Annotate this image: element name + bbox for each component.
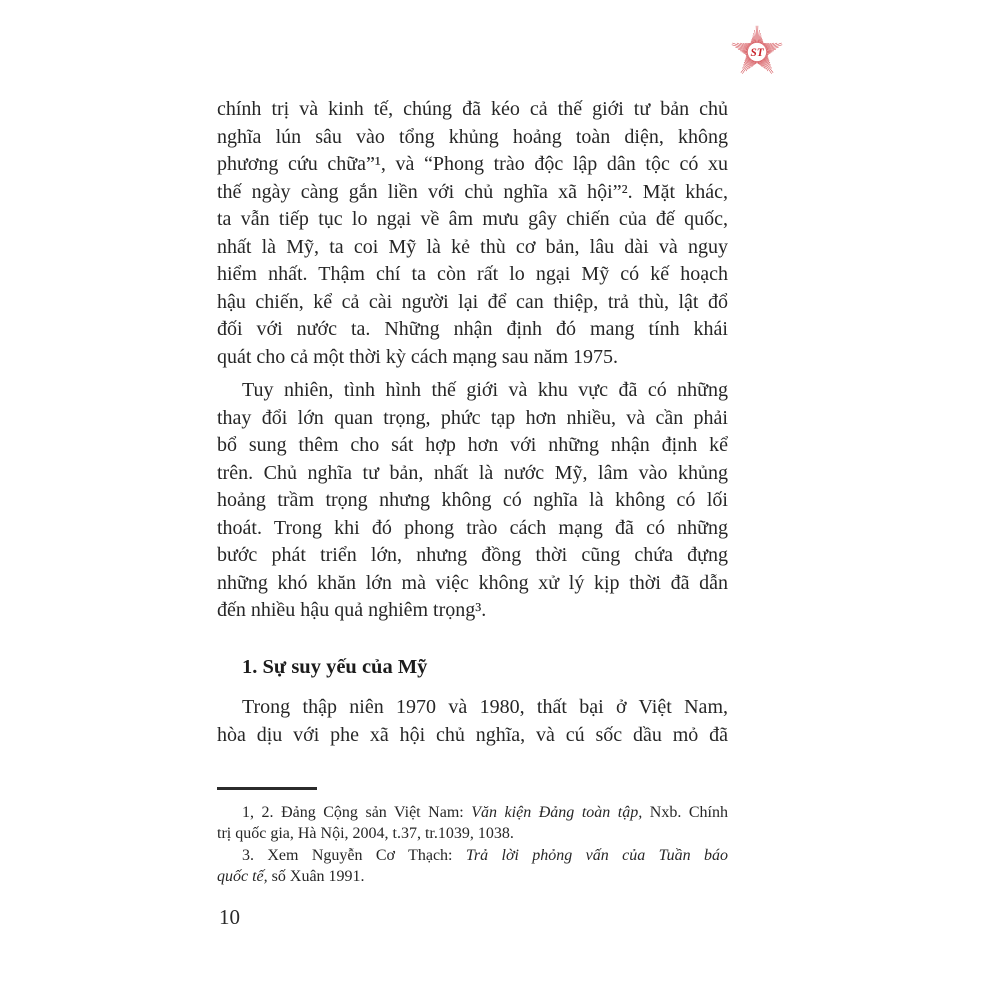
footnote-text: trị quốc gia, Hà Nội, 2004, t.37, tr.1039, 1038.	[217, 825, 514, 843]
footnote-text: Nxb. Chính	[642, 804, 729, 821]
text-line: hòa dịu với phe xã hội chủ nghĩa, và cú sốc dầu mỏ đã	[217, 723, 728, 746]
footnote-text: 1, 2. Đảng Cộng sản Việt Nam:	[242, 804, 472, 821]
page-number: 10	[219, 905, 240, 929]
footnote-italic-text: quốc tế,	[217, 868, 268, 886]
footnote-text: số Xuân 1991.	[267, 868, 365, 886]
text-line: thế ngày càng gắn liền với chủ nghĩa xã hội”². Mặt khác,	[217, 180, 728, 203]
paragraph-2	[217, 377, 728, 625]
footnote-italic-text: Văn kiện Đảng toàn tập,	[471, 804, 643, 821]
text-line: thay đổi lớn quan trọng, phức tạp hơn nhiều, và cần phải	[217, 406, 728, 429]
footnote-line	[217, 823, 728, 844]
text-line: Trong thập niên 1970 và 1980, thất bại ở Việt Nam,	[242, 696, 728, 718]
text-line: bước phát triển lớn, nhưng đồng thời cũng chứa đựng	[217, 544, 728, 566]
text-line: hiểm nhất. Thậm chí ta còn rất lo ngại Mỹ có kế hoạch	[217, 263, 728, 285]
page-body	[217, 96, 728, 749]
text-line: hậu chiến, kể cả cài người lại để can thiệp, trả thù, lật đổ	[217, 290, 728, 313]
footnote-line	[217, 845, 728, 866]
text-line: bổ sung thêm cho sát hợp hơn với những nhận định kể	[217, 434, 728, 456]
paragraph-1	[217, 96, 728, 371]
text-line: thoát. Trong khi đó phong trào cách mạng đã có những	[217, 516, 728, 539]
footnote-area	[217, 787, 728, 888]
footnote-separator	[217, 787, 317, 790]
publisher-star-logo	[727, 21, 787, 83]
text-line: đến nhiều hậu quả nghiêm trọng³.	[217, 599, 487, 621]
logo-monogram: ST	[750, 46, 764, 59]
text-line: ta vẫn tiếp tục lo ngại về âm mưu gây chiến của đế quốc,	[217, 208, 728, 230]
text-line: những khó khăn lớn mà việc không xử lý kịp thời đã dẫn	[217, 571, 728, 594]
text-line: phương cứu chữa”¹, và “Phong trào độc lập dân tộc có xu	[217, 153, 728, 175]
text-line: hoảng trầm trọng nhưng không có nghĩa là không có lối	[217, 489, 728, 511]
paragraph-3	[217, 694, 728, 749]
footnote-line	[217, 802, 728, 823]
section-heading: 1. Sự suy yếu của Mỹ	[242, 655, 428, 678]
footnote-italic-text: Trả lời phỏng vấn của Tuần báo	[465, 846, 729, 864]
footnote-line	[217, 866, 728, 887]
star-st-emblem-icon	[727, 21, 787, 83]
text-line: nhất là Mỹ, ta coi Mỹ là kẻ thù cơ bản, lâu dài và nguy	[217, 235, 728, 258]
text-line: Tuy nhiên, tình hình thế giới và khu vực đã có những	[242, 379, 728, 401]
text-line: trên. Chủ nghĩa tư bản, nhất là nước Mỹ, lâm vào khủng	[217, 461, 728, 484]
footnote-block	[217, 802, 728, 888]
footnote-text: 3. Xem Nguyễn Cơ Thạch:	[242, 846, 466, 864]
text-line: quát cho cả một thời kỳ cách mạng sau năm 1975.	[217, 345, 619, 368]
text-line: đối với nước ta. Những nhận định đó mang tính khái	[217, 318, 728, 340]
text-line: chính trị và kinh tế, chúng đã kéo cả thế giới tư bản chủ	[217, 98, 728, 120]
text-line: nghĩa lún sâu vào tổng khủng hoảng toàn diện, không	[217, 125, 728, 148]
